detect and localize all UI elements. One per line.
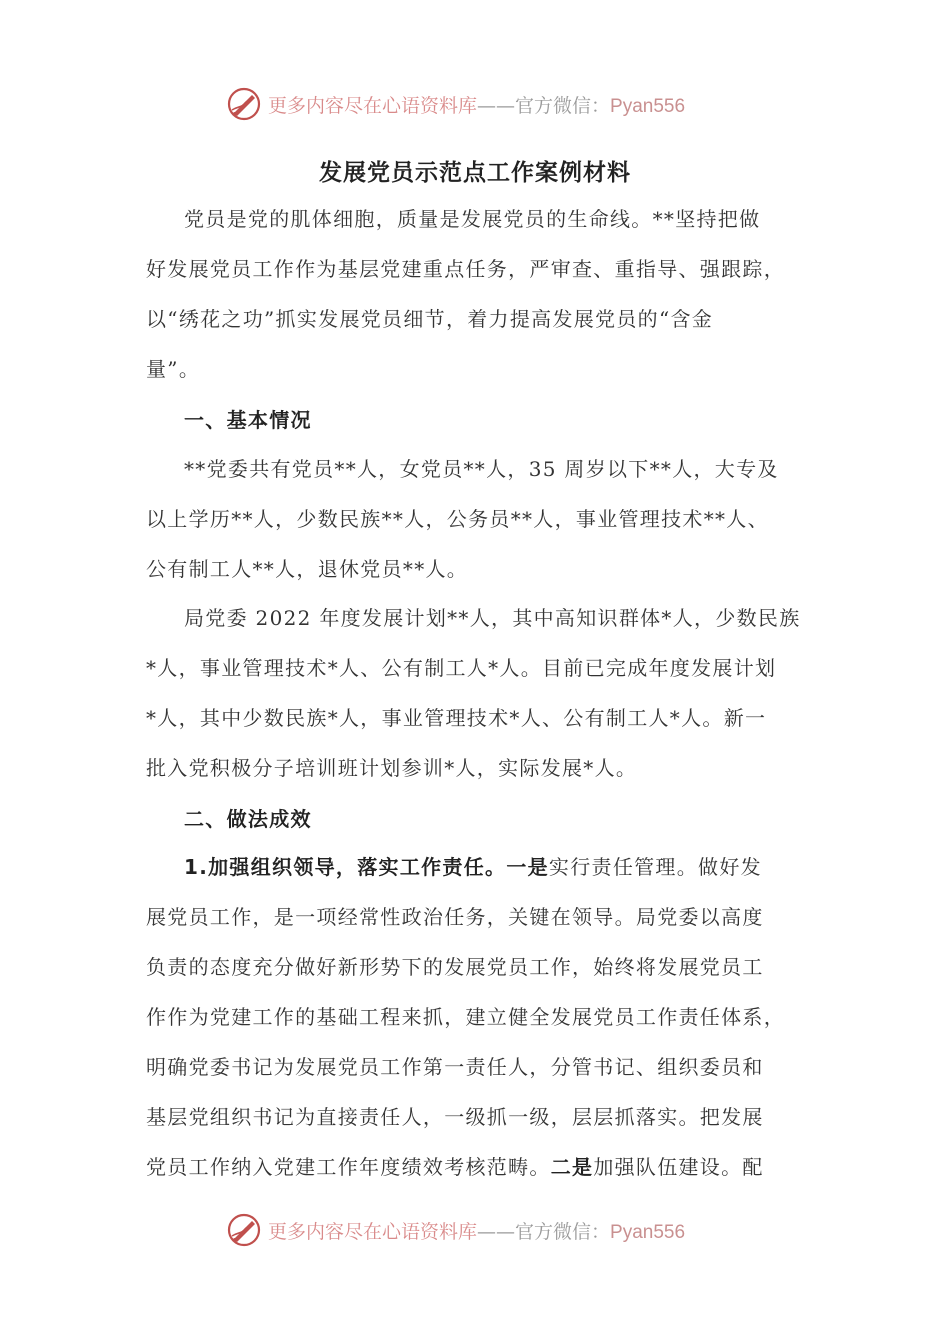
text-line: *人，事业管理技术*人、公有制工人*人。目前已完成年度发展计划 bbox=[146, 656, 777, 680]
banner-text: 更多内容尽在心语资料库 bbox=[268, 1220, 478, 1243]
text-line bbox=[146, 1152, 764, 1182]
section-heading-practice: 二、做法成效 bbox=[184, 807, 312, 831]
last-tail: 加强队伍建设。配 bbox=[593, 1155, 764, 1179]
text-line: 局党委 2022 年度发展计划**人，其中高知识群体*人，少数民族 bbox=[184, 606, 801, 630]
footer-banner bbox=[226, 1210, 746, 1250]
document-title: 发展党员示范点工作案例材料 bbox=[319, 160, 631, 186]
text-line: 批入党积极分子培训班计划参训*人，实际发展*人。 bbox=[146, 756, 638, 780]
wechat-label: 官方微信： bbox=[515, 94, 611, 117]
text-line: 作作为党建工作的基础工程来抓，建立健全发展党员工作责任体系， bbox=[146, 1005, 785, 1029]
bold-lead: 1.加强组织领导，落实工作责任。一是 bbox=[184, 855, 549, 879]
wechat-id: Pyan556 bbox=[610, 1221, 686, 1243]
section-heading-basic: 一、基本情况 bbox=[184, 408, 312, 432]
last-text: 党员工作纳入党建工作年度绩效考核范畴。 bbox=[146, 1155, 551, 1179]
wechat-label: 官方微信： bbox=[515, 1220, 611, 1243]
banner-text: 更多内容尽在心语资料库 bbox=[268, 94, 478, 117]
wechat-id: Pyan556 bbox=[610, 95, 686, 117]
text-line: **党委共有党员**人，女党员**人，35 周岁以下**人，大专及 bbox=[184, 457, 779, 481]
text-line: 以“绣花之功”抓实发展党员细节，着力提高发展党员的“含金 bbox=[146, 307, 714, 331]
banner-separator: —— bbox=[477, 94, 516, 117]
text-line: *人，其中少数民族*人，事业管理技术*人、公有制工人*人。新一 bbox=[146, 706, 767, 730]
quill-pen-icon bbox=[226, 1212, 262, 1248]
text-line: 以上学历**人，少数民族**人，公务员**人，事业管理技术**人、 bbox=[146, 507, 769, 531]
header-banner bbox=[226, 84, 746, 124]
lead-rest: 实行责任管理。做好发 bbox=[548, 855, 762, 879]
bold-marker: 二是 bbox=[550, 1155, 594, 1179]
text-line: 负责的态度充分做好新形势下的发展党员工作，始终将发展党员工 bbox=[146, 955, 764, 979]
banner-separator: —— bbox=[477, 1220, 516, 1243]
text-line: 公有制工人**人，退休党员**人。 bbox=[146, 557, 469, 581]
text-line bbox=[184, 852, 762, 882]
quill-pen-icon bbox=[226, 86, 262, 122]
text-line: 好发展党员工作作为基层党建重点任务，严审查、重指导、强跟踪， bbox=[146, 257, 785, 281]
text-line: 明确党委书记为发展党员工作第一责任人，分管书记、组织委员和 bbox=[146, 1055, 764, 1079]
text-line: 党员是党的肌体细胞，质量是发展党员的生命线。**坚持把做 bbox=[184, 207, 761, 231]
text-line: 展党员工作，是一项经常性政治任务，关键在领导。局党委以高度 bbox=[146, 905, 764, 929]
text-line: 量”。 bbox=[146, 357, 201, 381]
text-line: 基层党组织书记为直接责任人，一级抓一级，层层抓落实。把发展 bbox=[146, 1105, 764, 1129]
